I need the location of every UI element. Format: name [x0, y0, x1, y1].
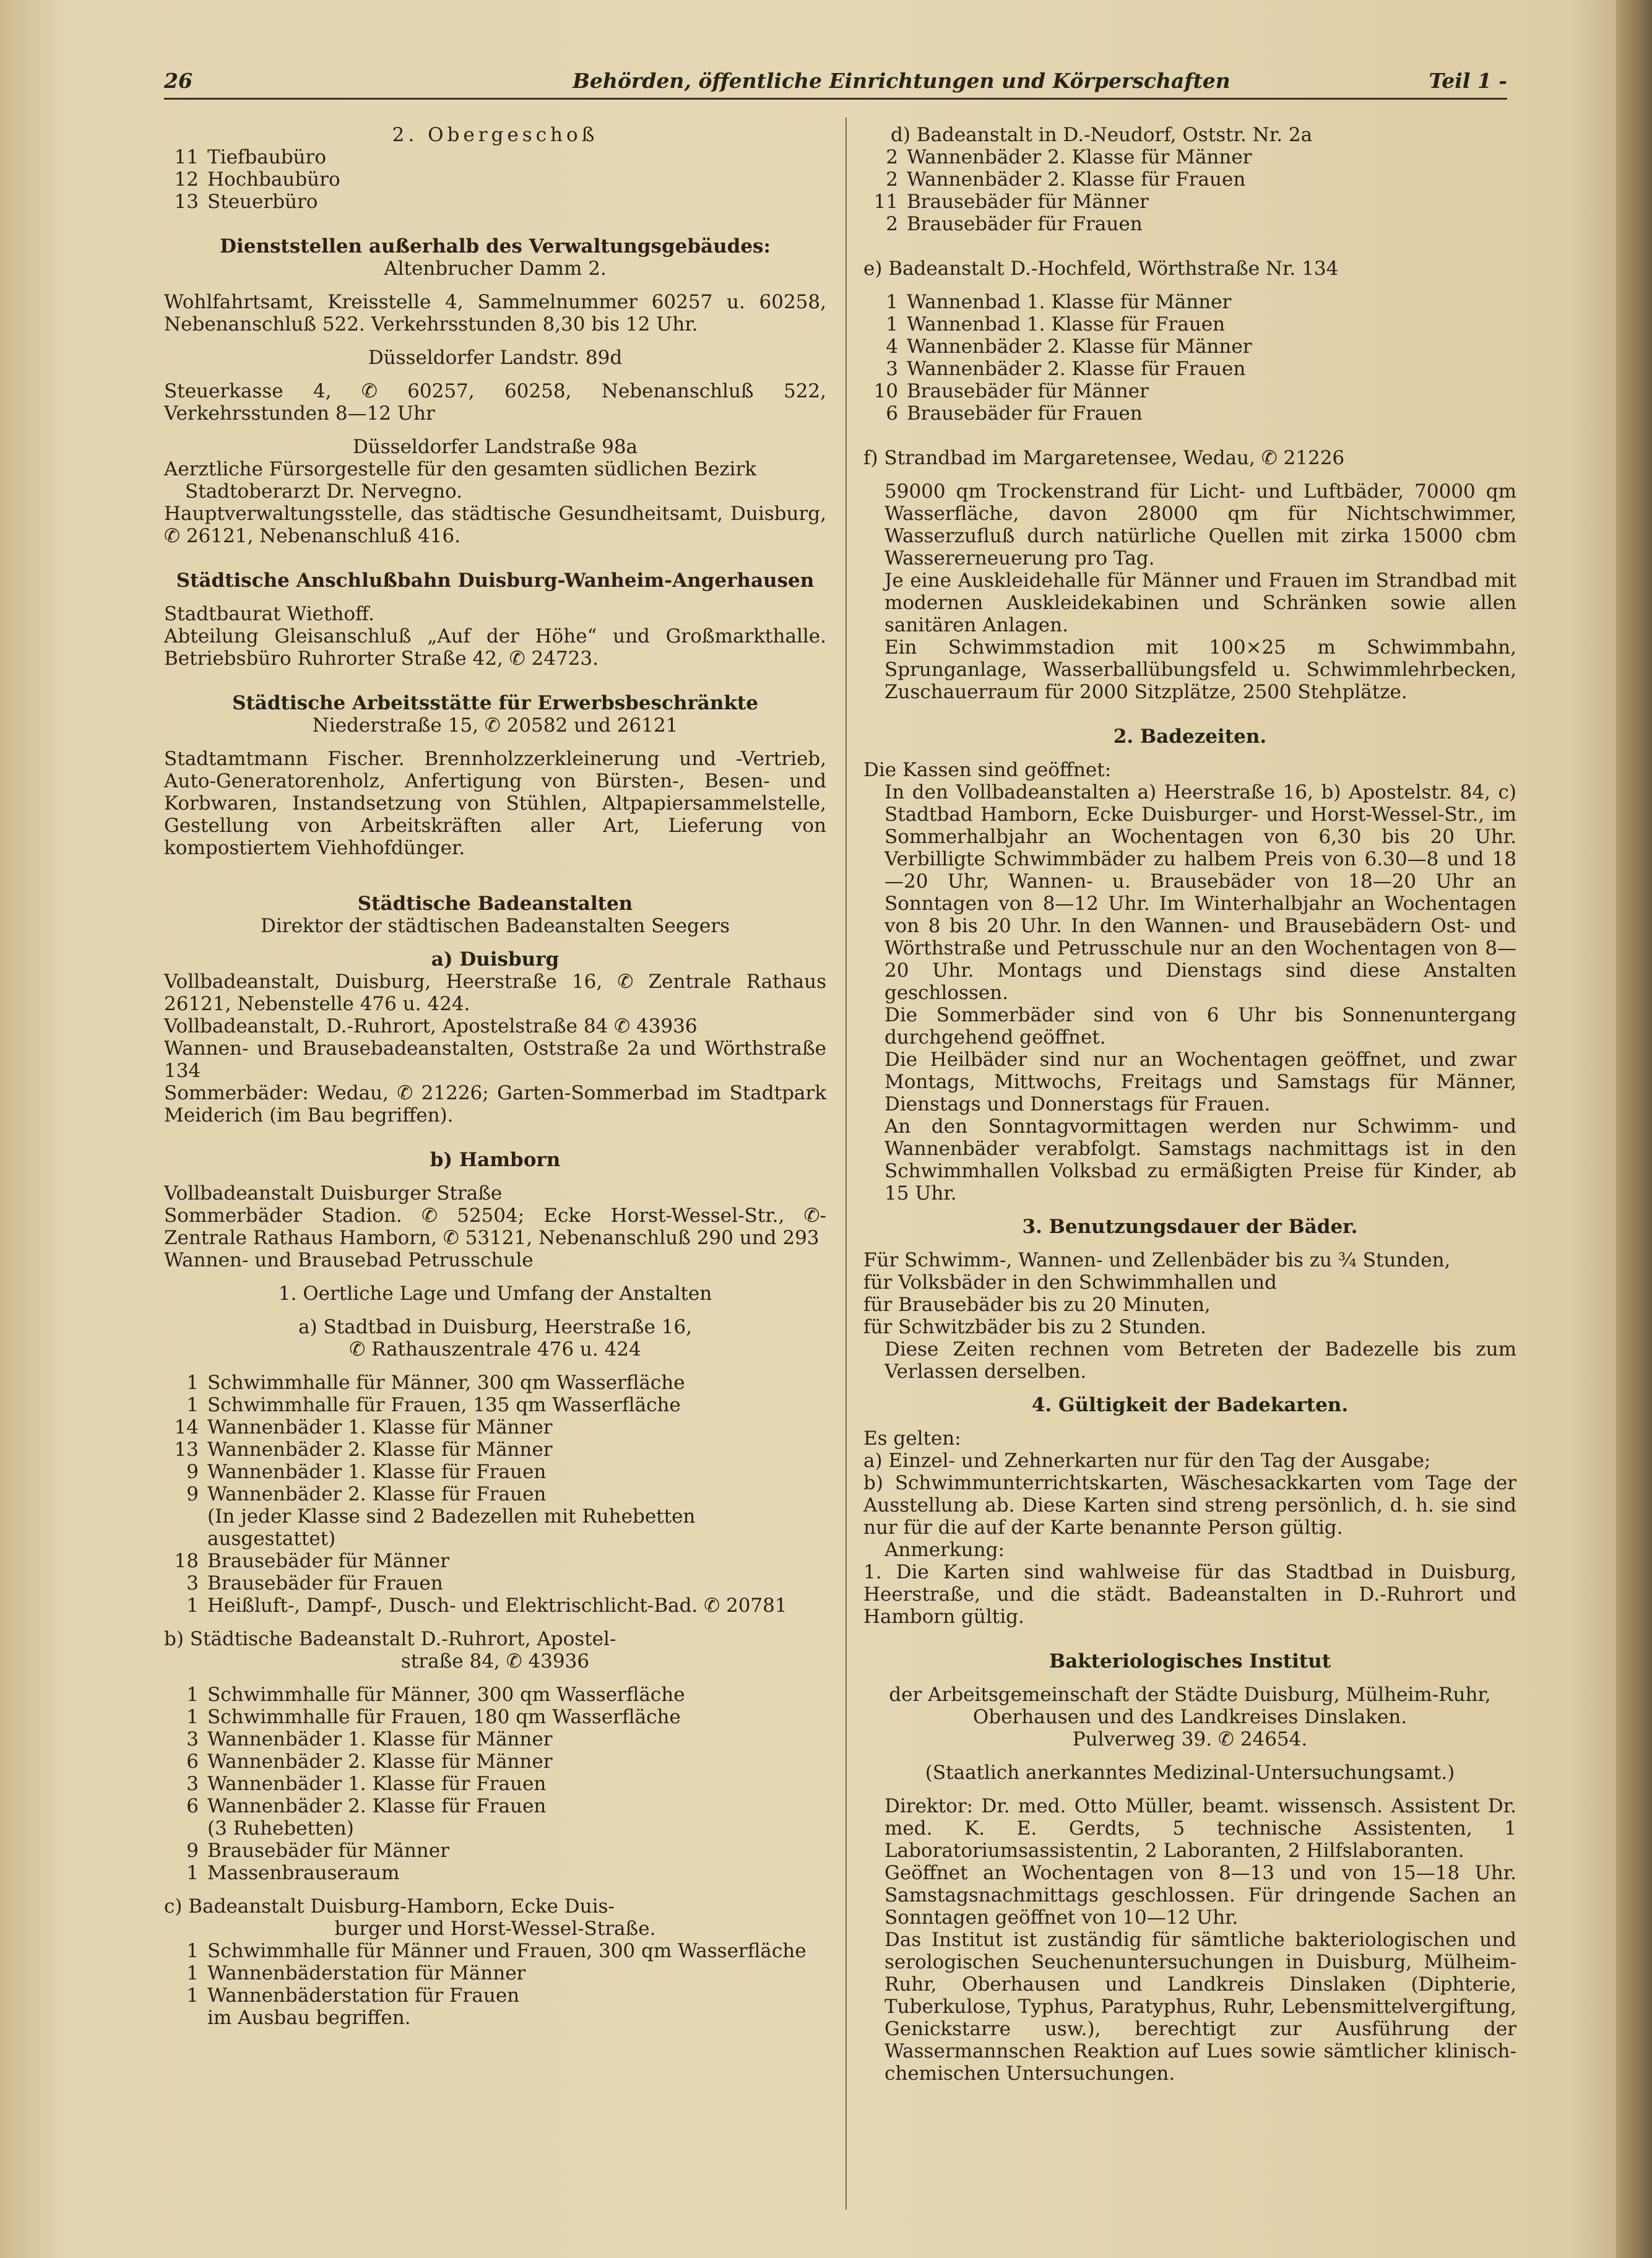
subsection-heading: a) Duisburg: [431, 948, 560, 971]
subheading: b) Städtische Badeanstalt D.-Ruhrort, Apostel-: [164, 1628, 616, 1650]
paragraph: Aerztliche Fürsorgestelle für den gesamten südlichen Bezirk: [164, 458, 757, 480]
paragraph: Die Heilbäder sind nur an Wochentagen geöffnet, und zwar Montags, Mittwochs, Freitags und Samstags für Männer, Dienstags und Donnerstags für Frauen.: [884, 1049, 1516, 1115]
subheading: der Arbeitsgemeinschaft der Städte Duisburg, Mülheim-Ruhr, Oberhausen und des Landkreises Dinslaken.: [889, 1684, 1491, 1728]
floor-list: [164, 146, 826, 213]
list-item: 3 Brausebäder für Frauen: [186, 1572, 443, 1594]
paragraph: Anmerkung:: [884, 1539, 1005, 1561]
address: Düsseldorfer Landstraße 98a: [352, 436, 638, 458]
list-item: 2 Wannenbäder 2. Klasse für Männer: [886, 146, 1252, 168]
list-item: 11 Tiefbaubüro: [174, 146, 326, 168]
list-item: 1 Schwimmhalle für Männer, 300 qm Wasserfläche: [186, 1684, 685, 1706]
section-heading: 3. Benutzungsdauer der Bäder.: [1022, 1216, 1358, 1238]
list-item: 3 Wannenbäder 1. Klasse für Männer: [186, 1728, 553, 1750]
paragraph: Sommerbäder: Wedau, ✆ 21226; Garten-Sommerbad im Stadtpark Meiderich (im Bau begriffen).: [164, 1082, 826, 1127]
list-item: 1 Schwimmhalle für Männer, 300 qm Wasserfläche: [186, 1372, 685, 1394]
list-item: 2 Wannenbäder 2. Klasse für Frauen: [886, 168, 1246, 191]
paragraph: für Schwitzbäder bis zu 2 Stunden.: [863, 1316, 1206, 1338]
running-header: [164, 65, 1507, 102]
list-item: (In jeder Klasse sind 2 Badezellen mit Ruhebetten ausgestattet): [207, 1505, 696, 1550]
section-heading: 4. Gültigkeit der Badekarten.: [1031, 1394, 1349, 1416]
list-item: 6 Wannenbäder 2. Klasse für Männer: [186, 1750, 553, 1773]
list-item: 2 Brausebäder für Frauen: [886, 213, 1143, 235]
paragraph: Sommerbäder Stadion. ✆ 52504; Ecke Horst-Wessel-Str., ✆-Zentrale Rathaus Hamborn, ✆ 53121, Nebenanschluß 290 und 293: [164, 1205, 826, 1249]
subheading: ✆ Rathauszentrale 476 u. 424: [349, 1338, 641, 1360]
paragraph: Abteilung Gleisanschluß „Auf der Höhe“ und Großmarkthalle. Betriebsbüro Ruhrorter Straße 42, ✆ 24723.: [164, 625, 826, 670]
paragraph: Direktor: Dr. med. Otto Müller, beamt. wissensch. Assistent Dr. med. K. E. Gerdts, 5 technische Assistenten, 1 Laboratoriumsassistentin, 2 Laboranten, 2 Hilfslaboranten.: [884, 1795, 1516, 1862]
subheading: a) Stadtbad in Duisburg, Heerstraße 16,: [298, 1316, 692, 1338]
list-item: 11 Brausebäder für Männer: [873, 191, 1149, 213]
paragraph: Stadtoberarzt Dr. Nervegno.: [185, 480, 463, 503]
list-item: 1 Massenbrauseraum: [186, 1862, 400, 1884]
paragraph: Stadtamtmann Fischer. Brennholzzerkleinerung und -Vertrieb, Auto-Generatorenholz, Anfertigung von Bürsten-, Besen- und Korbwaren, Instandsetzung von Stühlen, Altpapiersammelstelle, Gestellung von Arbeitskräften aller Art, Lieferung von kompostiertem Viehhofdünger.: [164, 748, 826, 859]
section-heading: Städtische Badeanstalten: [357, 893, 633, 915]
paragraph: Diese Zeiten rechnen vom Betreten der Badezelle bis zum Verlassen derselben.: [884, 1338, 1516, 1383]
page-number: 26: [164, 69, 192, 93]
paragraph: b) Schwimmunterrichtskarten, Wäschesackkarten vom Tage der Ausstellung ab. Diese Karten sind streng persönlich, d. h. sie sind nur für die auf der Karte benannte Person gültig.: [863, 1472, 1516, 1539]
list-item: (3 Ruhebetten): [207, 1817, 354, 1840]
part-label: Teil 1 -: [1429, 69, 1507, 93]
paragraph: Hauptverwaltungsstelle, das städtische Gesundheitsamt, Duisburg, ✆ 26121, Nebenanschluß 416.: [164, 503, 826, 547]
paragraph: a) Einzel- und Zehnerkarten nur für den Tag der Ausgabe;: [863, 1450, 1431, 1472]
list-item: 13 Steuerbüro: [174, 191, 318, 213]
paragraph: Es gelten:: [863, 1427, 961, 1450]
hamborn-list: [164, 1940, 826, 2029]
list-item: 1 Wannenbad 1. Klasse für Frauen: [886, 313, 1226, 335]
list-item: 1 Heißluft-, Dampf-, Dusch- und Elektrischlicht-Bad. ✆ 20781: [186, 1594, 787, 1617]
list-item: 1 Schwimmhalle für Männer und Frauen, 300 qm Wasserfläche: [186, 1940, 807, 1962]
paragraph: An den Sonntagvormittagen werden nur Schwimm- und Wannenbäder verabfolgt. Samstags nachmittags ist in den Schwimmhallen Volksbad zu ermäßigten Preise für Kinder, ab 15 Uhr.: [884, 1115, 1516, 1205]
list-item: 13 Wannenbäder 2. Klasse für Männer: [174, 1438, 553, 1461]
subheading: e) Badeanstalt D.-Hochfeld, Wörthstraße Nr. 134: [863, 257, 1339, 280]
list-item: 18 Brausebäder für Männer: [174, 1550, 449, 1572]
hochfeld-list: [863, 291, 1516, 425]
list-item: 4 Wannenbäder 2. Klasse für Männer: [886, 335, 1252, 358]
address: Pulverweg 39. ✆ 24654.: [1072, 1728, 1308, 1750]
subheading: (Staatlich anerkanntes Medizinal-Untersuchungsamt.): [925, 1762, 1455, 1784]
list-item: 3 Wannenbäder 2. Klasse für Frauen: [886, 358, 1246, 380]
list-item: 1 Wannenbäderstation für Männer: [186, 1962, 526, 1984]
paragraph: In den Vollbadeanstalten a) Heerstraße 16, b) Apostelstr. 84, c) Stadtbad Hamborn, Ecke Duisburger- und Horst-Wessel-Str., im Sommerhalbjahr an Wochentagen von 6,30 bis 20 Uhr. Verbilligte Schwimmbäder zu halbem Preis von 6.30—8 und 18—20 Uhr, Wannen- u. Brausebäder von 18—20 Uhr an Sonntagen von 8—12 Uhr. Im Winterhalbjahr an Wochentagen von 8 bis 20 Uhr. In den Wannen- und Brausebädern Ost- und Wörthstraße und Petrusschule nur an den Wochentagen von 8—20 Uhr. Montags und Dienstags sind diese Anstalten geschlossen.: [884, 781, 1516, 1004]
column-divider: [845, 118, 847, 2210]
list-item: 12 Hochbaubüro: [174, 168, 340, 191]
paragraph: Die Sommerbäder sind von 6 Uhr bis Sonnenuntergang durchgehend geöffnet.: [884, 1004, 1516, 1049]
section-heading: Bakteriologisches Institut: [1049, 1650, 1331, 1672]
section-heading: Dienststellen außerhalb des Verwaltungsgebäudes:: [220, 235, 771, 257]
subheading: straße 84, ✆ 43936: [400, 1650, 590, 1672]
paragraph: Vollbadeanstalt, Duisburg, Heerstraße 16, ✆ Zentrale Rathaus 26121, Nebenstelle 476 u. 424.: [164, 971, 826, 1015]
paragraph: Vollbadeanstalt, D.-Ruhrort, Apostelstraße 84 ✆ 43936: [164, 1015, 698, 1037]
list-item: 1 Schwimmhalle für Frauen, 135 qm Wasserfläche: [186, 1394, 681, 1416]
subheading: d) Badeanstalt in D.-Neudorf, Oststr. Nr. 2a: [891, 124, 1313, 146]
paragraph: für Brausebäder bis zu 20 Minuten,: [863, 1294, 1211, 1316]
paragraph: Ein Schwimmstadion mit 100×25 m Schwimmbahn, Sprunganlage, Wasserballübungsfeld u. Schwimmlehrbecken, Zuschauerraum für 2000 Sitzplätze, 2500 Stehplätze.: [884, 636, 1516, 703]
list-item: 6 Wannenbäder 2. Klasse für Frauen: [186, 1795, 547, 1817]
left-column: [164, 124, 826, 2029]
paragraph: Das Institut ist zuständig für sämtliche bakteriologischen und serologischen Seuchenuntersuchungen in Duisburg, Mülheim-Ruhr, Oberhausen und Landkreis Dinslaken (Diphterie, Tuberkulose, Typhus, Paratyphus, Ruhr, Lebensmittelvergiftung, Genickstarre usw.), berechtigt zur Ausführung der Wassermannschen Reaktion auf Lues sowie sämtlicher klinisch-chemischen Untersuchungen.: [884, 1929, 1516, 2085]
paragraph: Wannen- und Brausebadeanstalten, Oststraße 2a und Wörthstraße 134: [164, 1037, 826, 1082]
paragraph: für Volksbäder in den Schwimmhallen und: [863, 1271, 1277, 1294]
paragraph: Je eine Auskleidehalle für Männer und Frauen im Strandbad mit modernen Auskleidekabinen und Schränken sowie allen sanitären Anlagen.: [884, 569, 1516, 636]
list-item: 6 Brausebäder für Frauen: [886, 402, 1143, 425]
ruhrort-list: [164, 1684, 826, 1884]
address: Altenbrucher Damm 2.: [384, 257, 607, 280]
list-item: 1 Wannenbäderstation für Frauen: [186, 1984, 520, 2007]
paragraph: Geöffnet an Wochentagen von 8—13 und von 15—18 Uhr. Samstagsnachmittags geschlossen. Für dringende Sachen an Sonntagen geöffnet von 10—12 Uhr.: [884, 1862, 1516, 1929]
paragraph: Wannen- und Brausebad Petrusschule: [164, 1249, 534, 1271]
paragraph: Steuerkasse 4, ✆ 60257, 60258, Nebenanschluß 522, Verkehrsstunden 8—12 Uhr: [164, 380, 826, 425]
page-edge: [1616, 0, 1652, 2258]
right-column: [863, 124, 1516, 2085]
section-heading: Städtische Arbeitsstätte für Erwerbsbeschränkte: [232, 692, 758, 714]
subheading: f) Strandbad im Margaretensee, Wedau, ✆ 21226: [863, 447, 1345, 469]
subsection-heading: b) Hamborn: [430, 1149, 561, 1171]
paragraph: Die Kassen sind geöffnet:: [863, 759, 1112, 781]
list-item: 14 Wannenbäder 1. Klasse für Männer: [174, 1416, 553, 1438]
neudorf-list: [863, 146, 1516, 235]
paragraph: 59000 qm Trockenstrand für Licht- und Luftbäder, 70000 qm Wasserfläche, davon 28000 qm für Nichtschwimmer, Wasserzufluß durch natürliche Quellen mit zirka 15000 cbm Wassererneuerung pro Tag.: [884, 480, 1516, 569]
list-item: 1 Schwimmhalle für Frauen, 180 qm Wasserfläche: [186, 1706, 681, 1728]
subheading: 1. Oertliche Lage und Umfang der Anstalten: [278, 1283, 712, 1305]
running-title: Behörden, öffentliche Einrichtungen und Körperschaften: [573, 69, 1230, 93]
list-item: 9 Brausebäder für Männer: [186, 1840, 449, 1862]
header-rule: [164, 98, 1507, 100]
list-item: 9 Wannenbäder 2. Klasse für Frauen: [186, 1483, 547, 1505]
paragraph: Vollbadeanstalt Duisburger Straße: [164, 1182, 503, 1205]
list-item: im Ausbau begriffen.: [207, 2007, 411, 2029]
list-item: 1 Wannenbad 1. Klasse für Männer: [886, 291, 1232, 313]
subheading: burger und Horst-Wessel-Straße.: [334, 1918, 656, 1940]
stadtbad-list: [164, 1372, 826, 1617]
address: Düsseldorfer Landstr. 89d: [368, 347, 623, 369]
list-item: 3 Wannenbäder 1. Klasse für Frauen: [186, 1773, 547, 1795]
subheading: Direktor der städtischen Badeanstalten Seegers: [261, 915, 730, 937]
address: Niederstraße 15, ✆ 20582 und 26121: [312, 714, 678, 737]
list-item: 10 Brausebäder für Männer: [873, 380, 1149, 402]
paragraph: 1. Die Karten sind wahlweise für das Stadtbad in Duisburg, Heerstraße, und die städt. Badeanstalten in D.-Ruhrort und Hamborn gültig.: [863, 1561, 1516, 1628]
subheading: c) Badeanstalt Duisburg-Hamborn, Ecke Duis-: [164, 1895, 615, 1918]
paragraph: Wohlfahrtsamt, Kreisstelle 4, Sammelnummer 60257 u. 60258, Nebenanschluß 522. Verkehrsstunden 8,30 bis 12 Uhr.: [164, 291, 826, 335]
list-item: 9 Wannenbäder 1. Klasse für Frauen: [186, 1461, 547, 1483]
paragraph: Für Schwimm-, Wannen- und Zellenbäder bis zu ¾ Stunden,: [863, 1249, 1451, 1271]
section-heading: 2. Badezeiten.: [1113, 725, 1267, 748]
floor-heading: 2. Obergeschoß: [392, 124, 599, 146]
paragraph: Stadtbaurat Wiethoff.: [164, 603, 374, 625]
section-heading: Städtische Anschlußbahn Duisburg-Wanheim-Angerhausen: [176, 569, 815, 592]
